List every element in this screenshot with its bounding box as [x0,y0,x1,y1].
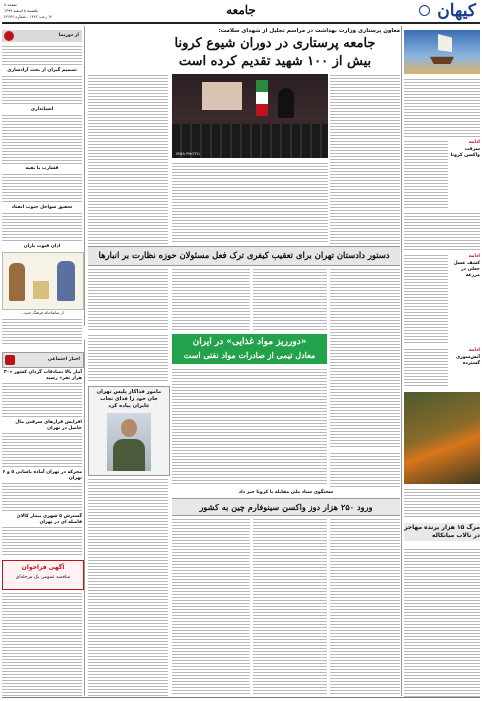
news-h4: گسترش ۵ شهری بیمار کالای فاصله ای در تهران [16,514,82,525]
martyr-text [88,478,168,696]
cartoon-object-icon [33,281,49,299]
left-text-4 [2,173,82,203]
left-h4: تحقیق سواحل جنوب انفتاد [11,205,73,210]
right-col-text-3 [404,212,480,252]
left-box-title: از دورنما [58,33,79,38]
left-box-header [2,30,82,42]
news-h2: افزایش قرارهای سرقتی مال حاصل در تهران [15,420,82,431]
fire-photo [404,392,480,484]
masthead [0,0,482,26]
mid-col-3 [172,268,250,330]
martyr-head-icon [121,419,137,437]
left-text-6 [2,318,82,346]
right-h1-label: ادامه [468,140,480,145]
martyr-photo [107,413,151,471]
right-col-text-4 [404,254,448,344]
food-export-title-2: معادل تیمی از صادرات مواد نفتی است [183,350,316,360]
main-photo [172,74,328,158]
vaccine-col-2 [253,518,327,696]
left-text-1 [2,45,82,67]
main-title-line-1: جامعه پرستاری در دوران شیوع کرونا [174,36,376,51]
cartoon-image [2,252,84,310]
vaccine-title-band [172,498,400,516]
left-text-3 [2,114,82,164]
mid-col-1b [330,452,400,488]
news-h3: محرکه در تهران آماده باسانی ۵ و ۶ تهران [2,470,82,481]
top-left-inner-col [88,74,168,244]
mid-col-4 [88,268,168,330]
flag-icon [256,80,268,116]
news-text-4 [2,526,82,556]
right-h2-title: کشف عسل جعلی در مزرعه [453,261,480,278]
vaccine-col-3 [172,518,250,696]
left-h2: استانداری [30,107,54,112]
main-title-line-2: بیش از ۱۰۰ شهید تقدیم کرده است [178,54,372,69]
date-line-2: ۱۴ رجب ۱۴۴۲ - شماره ۲۲۶۴۶ [4,14,53,19]
right-col-text-5 [404,348,448,388]
vaccine-title: ورود ۲۵۰ هزار دوز واکسن سینوفارم چین به کشور [199,502,373,512]
main-story-below-photo [172,162,328,244]
cartoon-caption: از تماشاخانه فرهنگ جدید... [20,310,64,315]
vaccine-kicker: سخنگوی ستاد ملی مقابله با کرونا خبر داد [238,490,334,495]
left-h1: تصمیم گیران از بحث آزادسازی [7,68,77,73]
right-col-text-2 [404,140,448,208]
right-h3-label: ادامه [468,348,480,353]
right-col-divider [401,26,402,696]
ad-subtitle: مناقصه عمومی یک مرحله‌ای [15,575,71,580]
ad-box [2,560,84,590]
left-h3: فشارب یا بقیه [25,166,59,171]
sail-icon [438,34,452,52]
news-text-3 [2,482,82,512]
news-h1: آمار بالا تصادفات گردان کشور «۳۰ هزار نفر» رسید [3,370,82,381]
news-header [2,352,84,368]
section-title: جامعه [226,3,256,17]
page-number: صفحه ۸ [4,2,17,7]
mid-col-1 [330,268,400,448]
second-title-band [88,246,400,266]
right-banner-image [404,30,480,74]
date-line-1: یکشنبه ۸ اسفند ۱۳۹۹ [4,8,39,13]
right-col-text-1 [404,78,480,138]
cartoon-figure-left-icon [9,263,25,301]
food-export-title-1: «دورریز مواد غذایی» در ایران [192,337,307,347]
right-h2-label: ادامه [468,254,480,259]
left-col-divider [84,26,85,326]
right-col-text-7 [404,548,480,698]
ad-title: آگهی فراخوان [21,564,65,571]
news-text-2 [2,432,82,468]
brand-logo: کیهان [437,1,476,21]
news-text-1 [2,382,82,418]
second-title: دستور دادستان تهران برای تعقیب کیفری ترک فعل مسئولان حوزه نظارت بر انبارها [98,250,390,260]
news-header-title: اخبار اجتماعی [47,357,80,362]
main-kicker: معاون پرستاری وزارت بهداشت در مراسم تجلیل از شهدای سلامت: [218,28,400,34]
mid-col-4b [88,334,168,382]
right-col-text-6 [404,488,480,518]
bottom-rule [2,697,480,698]
photo-credit: ISNA PHOTO [176,151,200,156]
martyr-box [88,386,170,476]
right-h3-title: آتش‌سوزی گسترده [455,355,480,366]
food-export-text [172,368,327,486]
left-text-5 [2,212,82,242]
news-text-5 [2,592,82,696]
mid-col-2 [253,268,327,330]
cartoon-figure-right-icon [57,261,75,301]
main-story-col-right [330,74,400,244]
right-h1-title: سرقت واکسن کرونا [450,147,480,158]
martyr-uniform-icon [113,439,145,471]
stage-banner [202,82,242,110]
speaker-figure-icon [278,88,294,118]
news-header-logo-icon [5,355,15,365]
news-col-divider [84,340,85,696]
martyr-title: مامور فداکار پلیس تهران جان خود را فدای نجات عابران پیاده کرد [96,389,162,409]
left-box-logo-icon [4,31,14,41]
left-text-2 [2,75,82,105]
masthead-rule [2,22,480,24]
left-h5: اذان قنوت باران [23,244,61,249]
right-bottom-title: مرگ ۱۵ هزار پرنده مهاجر در تالاب میانکاله [404,524,480,539]
right-column [404,26,480,701]
food-export-band [172,334,327,364]
vaccine-col-1 [330,518,400,696]
